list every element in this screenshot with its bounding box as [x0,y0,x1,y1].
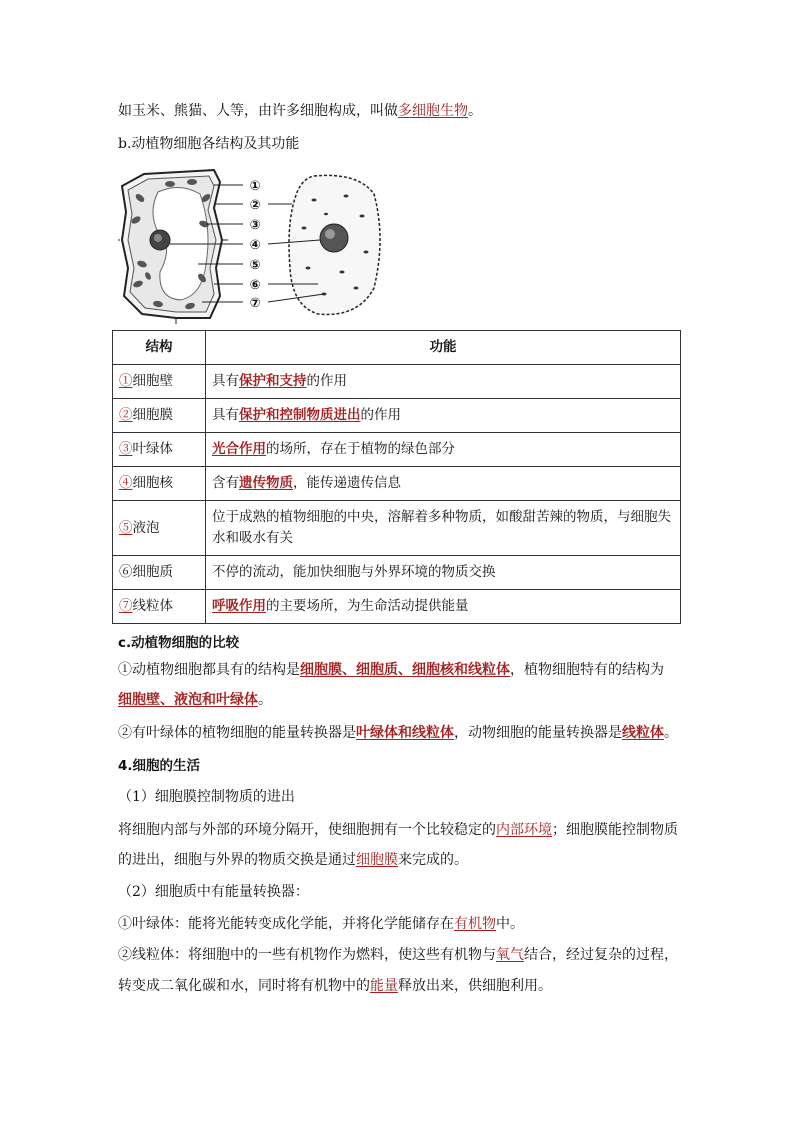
cell-diagram [118,168,398,324]
section-4-p3-line2 [118,976,678,996]
highlight: 细胞膜、细胞质、细胞核和线粒体 [300,662,510,678]
diagram-label-2: ② [249,198,261,213]
structure-number: ② [119,407,133,423]
animal-nucleus [320,224,348,252]
structure-number: ⑦ [119,598,133,614]
table-header-row [113,331,681,365]
text: 。 [664,725,678,741]
header-structure: 结构 [113,331,206,365]
text: ①叶绿体：能将光能转变成化学能，并将化学能储存在 [118,916,454,932]
intro-line [118,101,678,121]
section-4-sub2: （2）细胞质中有能量转换器： [118,884,309,900]
section-c-p1-line2 [118,690,678,710]
function-cell [206,365,681,399]
intro-text-end: 。 [468,103,482,119]
highlight: 线粒体 [622,725,664,741]
highlight: 氧气 [496,947,524,963]
function-text: 具有 [212,373,239,389]
function-text: 具有 [212,407,239,423]
function-highlight: 光合作用 [212,441,266,457]
function-cell [206,433,681,467]
section-4-p2 [118,914,678,934]
diagram-label-1: ① [249,179,261,194]
structure-name: 细胞质 [132,564,173,580]
section-4-p1-line1 [118,820,678,840]
section-c-title: c.动植物细胞的比较 [118,635,240,651]
text: ；细胞膜能控制物质 [552,822,678,838]
highlight: 细胞膜 [356,852,398,868]
structure-name: 线粒体 [132,598,173,614]
function-highlight: 遗传物质 [239,475,293,491]
text: 。 [258,692,272,708]
text: ，动物细胞的能量转换器是 [454,725,622,741]
function-text: 含有 [212,475,239,491]
highlight: 叶绿体和线粒体 [356,725,454,741]
function-cell [206,399,681,433]
table-row [113,433,681,467]
function-cell [206,467,681,501]
highlight: 能量 [370,978,398,994]
function-highlight: 保护和支持 [239,373,307,389]
highlight: 有机物 [454,916,496,932]
function-text: 位于成熟的植物细胞的中央，溶解着多种物质，如酸甜苦辣的物质，与细胞失水和吸水有关 [212,509,671,546]
text: 来完成的。 [398,852,468,868]
text: 释放出来，供细胞利用。 [398,978,552,994]
text: ②有叶绿体的植物细胞的能量转换器是 [118,725,356,741]
intro-highlight: 多细胞生物 [398,103,468,119]
structure-name: 细胞膜 [132,407,173,423]
section-b-title: b.动植物细胞各结构及其功能 [118,136,300,152]
highlight: 内部环境 [496,822,552,838]
table-row [113,556,681,590]
structure-cell [113,501,206,556]
table-row [113,590,681,624]
structure-cell [113,556,206,590]
function-cell [206,590,681,624]
function-text: 的场所，存在于植物的绿色部分 [266,441,455,457]
text: 转变成二氧化碳和水，同时将有机物中的 [118,978,370,994]
table-row [113,467,681,501]
diagram-label-7: ⑦ [249,296,261,311]
highlight: 细胞壁、液泡和叶绿体 [118,692,258,708]
text: ②线粒体：将细胞中的一些有机物作为燃料，使这些有机物与 [118,947,496,963]
structure-cell [113,365,206,399]
function-highlight: 保护和控制物质进出 [239,407,361,423]
structure-function-table [112,330,681,624]
diagram-label-3: ③ [249,218,261,233]
diagram-label-4: ④ [249,238,261,253]
structure-name: 细胞壁 [132,373,173,389]
section-c-p1-line1 [118,660,678,680]
structure-name: 叶绿体 [132,441,173,457]
function-text: ，能传递遗传信息 [293,475,401,491]
structure-number: ④ [119,475,133,491]
intro-text: 如玉米、熊猫、人等，由许多细胞构成，叫做 [118,103,398,119]
table-row [113,365,681,399]
section-4-p1-line2 [118,850,678,870]
structure-cell [113,399,206,433]
text: 的进出，细胞与外界的物质交换是通过 [118,852,356,868]
function-highlight: 呼吸作用 [212,598,266,614]
function-cell [206,501,681,556]
table-row [113,501,681,556]
text: 中。 [496,916,524,932]
function-text: 的作用 [360,407,401,423]
header-function: 功能 [206,331,681,365]
structure-cell [113,433,206,467]
text: 结合，经过复杂的过程， [524,947,678,963]
section-4-sub1: （1）细胞膜控制物质的进出 [118,789,295,805]
diagram-label-6: ⑥ [249,278,261,293]
text: 将细胞内部与外部的环境分隔开，使细胞拥有一个比较稳定的 [118,822,496,838]
function-cell [206,556,681,590]
structure-name: 细胞核 [132,475,173,491]
structure-name: 液泡 [132,519,160,536]
section-4-title: 4.细胞的生活 [118,758,201,774]
section-c-p2 [118,723,678,743]
text: ，植物细胞特有的结构为 [510,662,664,678]
structure-cell [113,590,206,624]
structure-number: ③ [119,441,133,457]
structure-number: ⑥ [119,564,133,580]
structure-number: ① [119,373,133,389]
function-text: 的作用 [306,373,347,389]
section-4-p3-line1 [118,945,678,965]
function-text: 不停的流动，能加快细胞与外界环境的物质交换 [212,564,496,580]
table-row [113,399,681,433]
structure-cell [113,467,206,501]
text: ①动植物细胞都具有的结构是 [118,662,300,678]
function-text: 的主要场所，为生命活动提供能量 [266,598,469,614]
diagram-label-5: ⑤ [249,258,261,273]
structure-number: ⑤ [119,519,133,536]
